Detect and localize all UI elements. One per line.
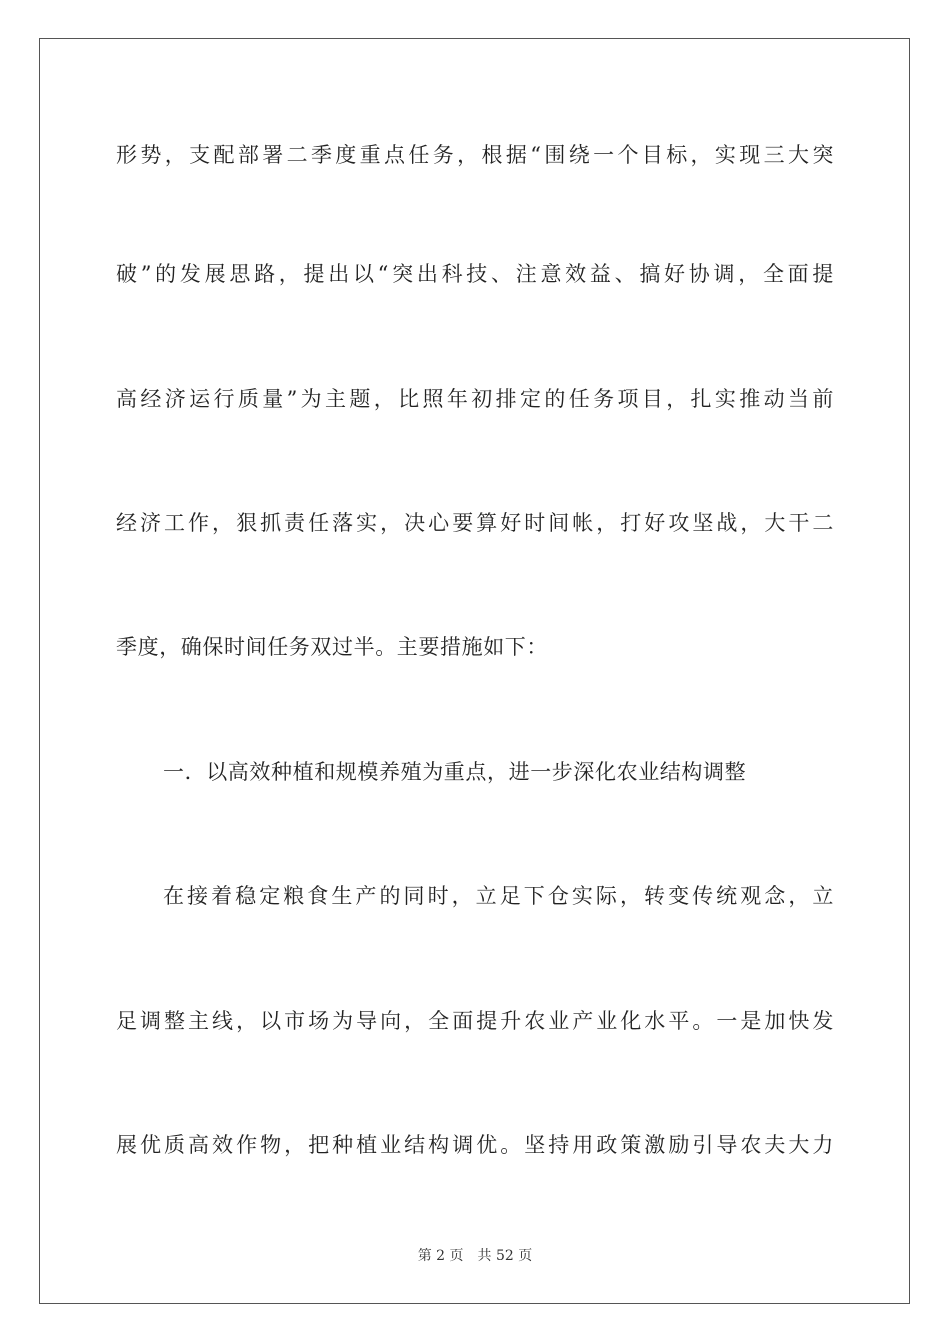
section-heading: 一．以高效种植和规模养殖为重点，进一步深化农业结构调整 [163,760,747,784]
body-text-line: 形势，支配部署二季度重点任务，根据“围绕一个目标，实现三大突 [116,143,834,167]
body-text-line: 足调整主线，以市场为导向，全面提升农业产业化水平。一是加快发 [116,1009,834,1033]
paragraph-first-line: 在接着稳定粮食生产的同时，立足下仓实际，转变传统观念，立 [163,884,834,908]
page-footer [0,1246,950,1266]
body-text-line: 高经济运行质量”为主题，比照年初排定的任务项目，扎实推动当前 [116,387,834,411]
page-total: 共 52 页 [477,1248,533,1264]
page-border [39,38,910,1304]
body-text-line: 季度，确保时间任务双过半。主要措施如下： [116,635,548,659]
body-text-line: 经济工作，狠抓责任落实，决心要算好时间帐，打好攻坚战，大干二 [116,511,834,535]
body-text-line: 破”的发展思路，提出以“突出科技、注意效益、搞好协调，全面提 [116,262,834,286]
page-number: 第 2 页 [417,1248,464,1264]
body-text-line: 展优质高效作物，把种植业结构调优。坚持用政策激励引导农夫大力 [116,1133,834,1157]
